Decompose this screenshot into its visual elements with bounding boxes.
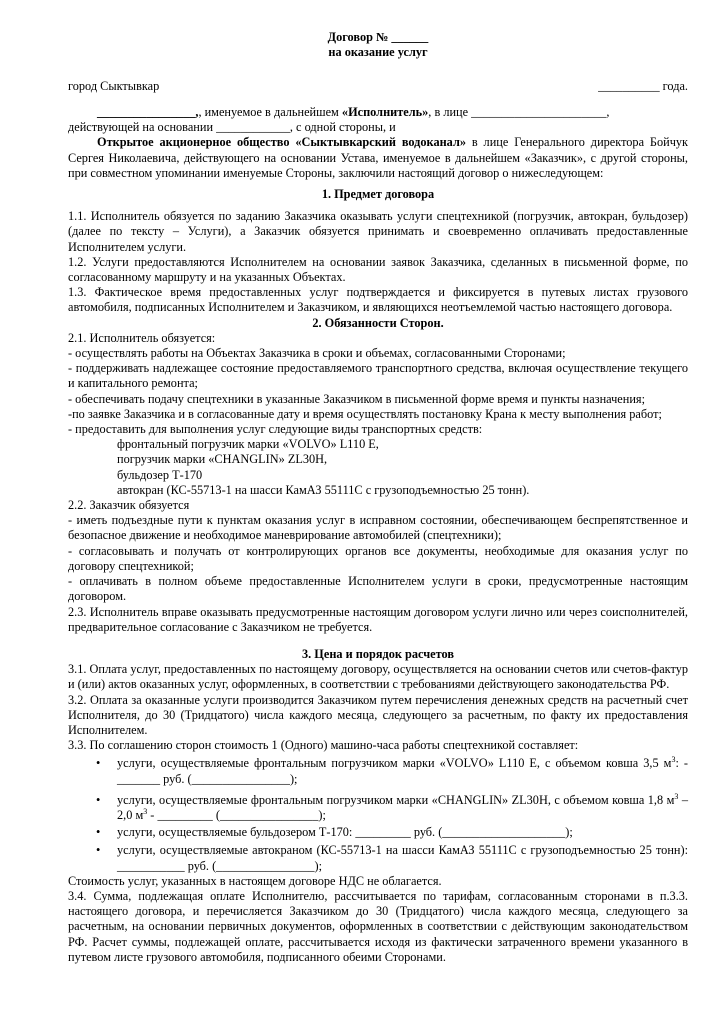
date-field: __________ года. bbox=[598, 79, 688, 93]
rate-item: • услуги, осуществляемые автокраном (КС-55713-1 на шасси КамАЗ 55111С с грузоподъемностью 25 тонн): ___________ руб. (________________); bbox=[96, 843, 688, 873]
clause-3-2: 3.2. Оплата за оказанные услуги производится Заказчиком путем перечисления денежных средств на расчетный счет Исполнителя, до 30 (Тридцатого) числа каждого месяца, следующего за расчетным, по факту их предоставления Исполнителем. bbox=[68, 692, 688, 737]
clause-1-3: 1.3. Фактическое время предоставленных услуг подтверждается и фиксируется в путевых листах грузового автомобиля, подписанных Исполнителем и Заказчиком, и являющихся неотъемлемой частью настоящего договора. bbox=[68, 285, 688, 315]
rate-item: • услуги, осуществляемые фронтальным погрузчиком марки «VOLVO» L110 E, с объемом ковша 3,5 $м^3$: - _______ руб. (________________); bbox=[96, 755, 688, 786]
clause-2-3: 2.3. Исполнитель вправе оказывать предусмотренные настоящим договором услуги лично или через соисполнителей, предварительное согласование с Заказчиком не требуется. bbox=[68, 604, 688, 634]
vehicle-item: бульдозер Т-170 bbox=[117, 467, 203, 482]
rate-item: • услуги, осуществляемые бульдозером Т-170: _________ руб. (____________________); bbox=[96, 825, 573, 840]
contract-subtitle: на оказание услуг bbox=[328, 45, 428, 59]
executor-role: «Исполнитель» bbox=[341, 105, 429, 119]
customer-company: Открытое акционерное общество «Сыктывкарский водоканал» bbox=[97, 135, 466, 150]
vehicle-list bbox=[68, 437, 688, 498]
city-label: город Сыктывкар bbox=[68, 79, 160, 93]
bullet-icon: • bbox=[96, 756, 101, 771]
duty-1: - осуществлять работы на Объектах Заказчика в сроки и объемах, согласованными Сторонами; bbox=[68, 346, 566, 361]
clause-3-1: 3.1. Оплата услуг, предоставленных по настоящему договору, осуществляется на основании счетов или счетов-фактур и (или) актов оказанных услуг, оформленных, в соответствии с требованиями действующего законодательства РФ. bbox=[68, 662, 688, 692]
city-date-row bbox=[68, 79, 688, 94]
clause-3-3: 3.3. По соглашению сторон стоимость 1 (Одного) машино-часа работы спецтехникой составляет: bbox=[68, 738, 579, 753]
duty-5: - предоставить для выполнения услуг следующие виды транспортных средств: bbox=[68, 422, 483, 437]
customer-duty-3: - оплачивать в полном объеме предоставленные Исполнителем услуги в сроки, предусмотренные настоящим договором. bbox=[68, 574, 688, 604]
vehicle-item: погрузчик марки «CHANGLIN» ZL30H, bbox=[117, 452, 328, 467]
bullet-icon: • bbox=[96, 825, 101, 840]
vehicle-item: автокран (КС-55713-1 на шасси КамАЗ 55111С с грузоподъемностью 25 тонн). bbox=[117, 482, 530, 497]
clause-2-1: 2.1. Исполнитель обязуется: bbox=[68, 330, 216, 345]
clause-1-1: 1.1. Исполнитель обязуется по заданию Заказчика оказывать услуги спецтехникой (погрузчик, автокран, бульдозер) (далее по тексту – Услуги), а Заказчик обязуется принимать и своевременно оплачивать предоставленные Исполнителем услуги. bbox=[68, 209, 688, 254]
vat-note: Стоимость услуг, указанных в настоящем договоре НДС не облагается. bbox=[68, 873, 442, 888]
rate-item: • услуги, осуществляемые фронтальным погрузчиком марки «CHANGLIN» ZL30H, с объемом ковша 1,8 $м^3 - 2,0$ $м^3$ - _________ (________________); bbox=[96, 791, 688, 822]
executor-name-blank: ________________ bbox=[97, 105, 196, 119]
duty-4: -по заявке Заказчика и в согласованные дату и время осуществлять постановку Крана к месту выполнения работ; bbox=[68, 406, 662, 421]
section-1-heading: 1. Предмет договора bbox=[321, 187, 435, 202]
bullet-icon: • bbox=[96, 792, 101, 807]
customer-duty-1: - иметь подъездные пути к пунктам оказания услуг в исправном состоянии, обеспечивающем беспрепятственное и безопасное движение и необходимое маневрирование автомобилей (спецтехники); bbox=[68, 513, 688, 543]
preamble-customer: Открытое акционерное общество «Сыктывкарский водоканал» в лице Генерального директора Бойчук Сергея Николаевича, действующего на основании Устава, именуемое в дальнейшем «Заказчик», с другой стороны, при совместном упоминании именуемые Стороны, заключили настоящий договор о нижеследующем: bbox=[68, 135, 689, 180]
duty-3: - обеспечивать подачу спецтехники в указанные Заказчиком в письменной форме время и пункты назначения; bbox=[68, 391, 646, 406]
rate-list bbox=[68, 756, 688, 873]
duty-2: - поддерживать надлежащее состояние предоставляемого транспортного средства, включая осуществление текущего и капитального ремонта; bbox=[68, 361, 688, 391]
preamble-basis: действующей на основании ____________, с одной стороны, и bbox=[68, 120, 396, 135]
vehicle-item: фронтальный погрузчик марки «VOLVO» L110 E, bbox=[117, 437, 379, 452]
section-2-heading: 2. Обязанности Сторон. bbox=[312, 315, 444, 330]
preamble-executor: ________________,, именуемое в дальнейшем «Исполнитель», в лице ______________________, bbox=[97, 105, 610, 119]
contract-title: Договор № ______ bbox=[327, 30, 429, 44]
customer-duty-2: - согласовывать и получать от контролирующих органов все документы, необходимые для оказания услуг по договору спецтехникой; bbox=[68, 543, 688, 573]
section-3-heading: 3. Цена и порядок расчетов bbox=[302, 646, 454, 661]
bullet-icon: • bbox=[96, 843, 101, 858]
clause-1-2: 1.2. Услуги предоставляются Исполнителем на основании заявок Заказчика, сделанных в письменной форме, по согласованному маршруту и на указанных Объектах. bbox=[68, 254, 688, 285]
clause-3-4: 3.4. Сумма, подлежащая оплате Исполнителю, рассчитывается по тарифам, согласованным сторонами в п.3.3. настоящего договора, и перечисляется Заказчиком до 30 (Тридцатого) числа каждого месяца, следующего за расчетным, на основании первичных документов, оформленных в соответствии с действующим законодательством РФ. Расчет суммы, подлежащей оплате, рассчитывается исходя из фактически затраченного времени указанного в путевом листе грузового автомобиля, подписанного обеими Сторонами. bbox=[68, 888, 688, 964]
clause-2-2: 2.2. Заказчик обязуется bbox=[68, 498, 190, 513]
